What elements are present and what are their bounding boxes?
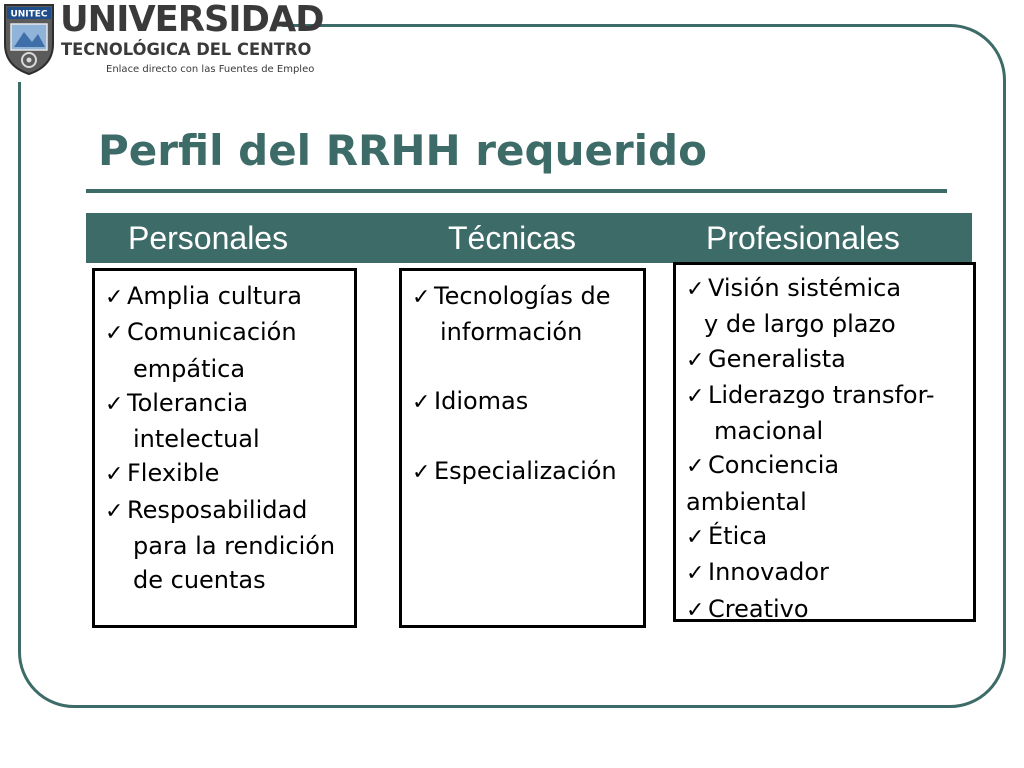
list-item: [105, 456, 354, 492]
list-item: [686, 342, 973, 378]
tecnicas-box: [399, 268, 646, 628]
list-item-text: Especialización: [434, 456, 617, 485]
profesionales-box: [673, 262, 976, 622]
list-item: [412, 454, 643, 490]
checkmark-icon: ✓: [412, 459, 431, 485]
list-item-continuation: información: [440, 318, 583, 347]
list-item: [105, 279, 354, 315]
checkmark-icon: ✓: [105, 285, 124, 310]
list-item-text: Creativo: [708, 594, 809, 623]
checkmark-icon: ✓: [105, 321, 124, 347]
list-item: [105, 493, 354, 598]
checkmark-icon: ✓: [686, 277, 705, 302]
list-item-text: Resposabilidad: [127, 495, 308, 524]
column-header-profesionales: Profesionales: [706, 220, 900, 256]
checkmark-icon: ✓: [105, 462, 124, 488]
list-item: [686, 592, 973, 628]
checkmark-icon: ✓: [412, 285, 431, 310]
list-item-continuation: macional: [714, 417, 824, 446]
list-item: [105, 315, 354, 386]
list-item-text: Idiomas: [434, 386, 529, 415]
checkmark-icon: ✓: [686, 525, 705, 551]
list-item-continuation: intelectual: [133, 425, 260, 454]
list-item-text: Tolerancia: [127, 388, 249, 417]
column-header-personales: Personales: [128, 220, 289, 256]
checkmark-icon: ✓: [105, 391, 124, 417]
checkmark-icon: ✓: [412, 389, 431, 415]
column-header-tecnicas: Técnicas: [448, 220, 577, 256]
profesionales-list: [686, 271, 973, 628]
list-item-text: Conciencia: [708, 451, 840, 480]
personales-box: [92, 268, 357, 628]
checkmark-icon: ✓: [105, 498, 124, 524]
checkmark-icon: ✓: [686, 561, 705, 587]
list-item-text: Comunicación: [127, 318, 297, 347]
list-item: [686, 378, 973, 449]
slide-title: Perfil del RRHH requerido: [98, 126, 707, 175]
list-item-continuation: de cuentas: [133, 566, 266, 595]
list-item-text: Generalista: [708, 344, 846, 373]
list-item-text: Amplia cultura: [127, 282, 302, 310]
list-item: [105, 386, 354, 457]
list-item: [686, 555, 973, 591]
logo-subtitle: TECNOLÓGICA DEL CENTRO: [61, 40, 312, 60]
list-item-text: Liderazgo transfor-: [708, 380, 935, 409]
list-item: [412, 279, 643, 350]
list-spacer: [412, 420, 643, 454]
list-item: [686, 271, 973, 342]
unitec-emblem-icon: [2, 2, 56, 76]
logo-badge-text: UNITEC: [10, 9, 48, 20]
logo-tagline: Enlace directo con las Fuentes de Empleo: [106, 64, 315, 75]
list-item-text: Visión sistémica: [708, 274, 902, 302]
personales-list: [105, 279, 354, 598]
list-item-continuation: empática: [133, 354, 246, 383]
university-logo: [0, 0, 324, 82]
title-underline: [86, 189, 947, 193]
checkmark-icon: ✓: [686, 597, 705, 623]
list-item-continuation: ambiental: [686, 487, 807, 516]
list-item: [686, 519, 973, 555]
list-item-text: Tecnologías de: [434, 282, 611, 310]
checkmark-icon: ✓: [686, 347, 705, 373]
logo-title: UNIVERSIDAD: [60, 0, 324, 40]
list-item-text: Flexible: [127, 459, 220, 488]
checkmark-icon: ✓: [686, 383, 705, 409]
list-item-text: Innovador: [708, 558, 829, 587]
list-item: [412, 384, 643, 420]
list-item: [686, 448, 973, 519]
list-item-continuation: para la rendición: [133, 532, 336, 561]
list-item-continuation: y de largo plazo: [704, 310, 896, 339]
checkmark-icon: ✓: [686, 454, 705, 480]
tecnicas-list: [412, 279, 643, 490]
list-spacer: [412, 350, 643, 384]
list-item-text: Ética: [708, 522, 768, 551]
